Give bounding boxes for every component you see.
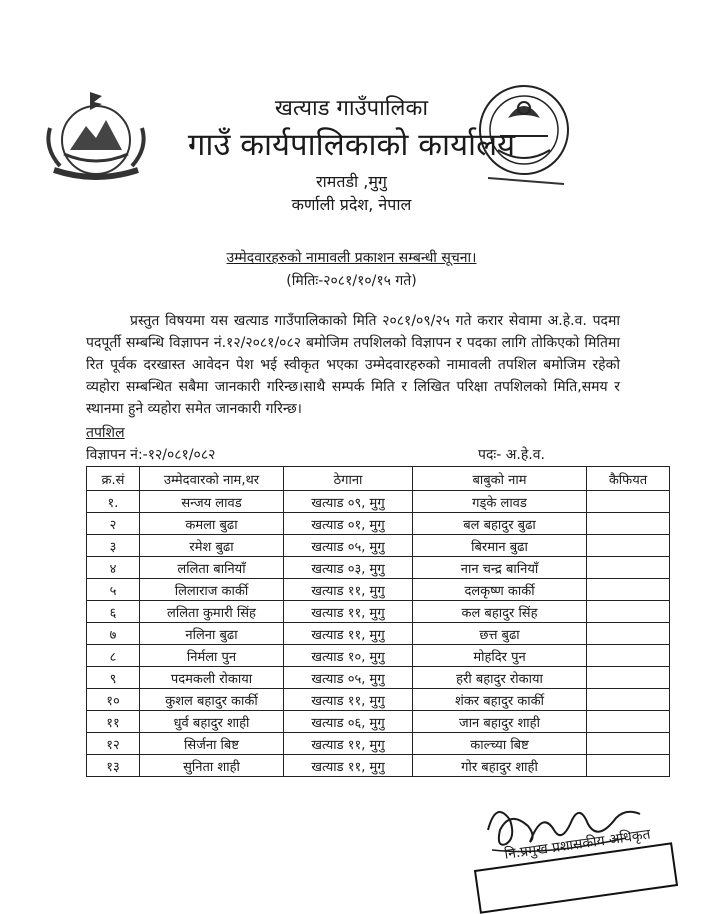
- cell-father: काल्च्या बिष्ट: [413, 733, 587, 755]
- cell-remarks: [587, 535, 670, 557]
- municipality-name: खत्याड गाउँपालिका: [274, 96, 429, 121]
- cell-remarks: [587, 623, 670, 645]
- cell-father: बल बहादुर बुढा: [413, 513, 587, 535]
- cell-father: गोर बहादुर शाही: [413, 755, 587, 777]
- cell-name: धुर्व बहादुर शाही: [140, 711, 284, 733]
- cell-address: खत्याड ११, मुगु: [284, 755, 413, 777]
- candidate-table: [86, 466, 670, 777]
- col-header-sn: क्र.सं: [87, 467, 140, 491]
- col-header-name: उम्मेदवारको नाम,थर: [140, 467, 284, 491]
- office-address: रामतडी ,मुगु: [316, 172, 387, 191]
- table-row: [87, 557, 670, 579]
- cell-remarks: [587, 733, 670, 755]
- col-header-father: बाबुको नाम: [413, 467, 587, 491]
- table-row: [87, 667, 670, 689]
- cell-name: रमेश बुढा: [140, 535, 284, 557]
- col-header-address: ठेगाना: [284, 467, 413, 491]
- cell-remarks: [587, 689, 670, 711]
- cell-father: नान चन्द्र बानियाँ: [413, 557, 587, 579]
- cell-father: कल बहादुर सिंह: [413, 601, 587, 623]
- cell-father: जान बहादुर शाही: [413, 711, 587, 733]
- cell-name: कमला बुढा: [140, 513, 284, 535]
- cell-name: ललिता कुमारी सिंह: [140, 601, 284, 623]
- cell-remarks: [587, 557, 670, 579]
- cell-sn: ५: [87, 579, 140, 601]
- cell-remarks: [587, 601, 670, 623]
- table-row: [87, 491, 670, 513]
- cell-address: खत्याड ०५, मुगु: [284, 667, 413, 689]
- cell-address: खत्याड ११, मुगु: [284, 601, 413, 623]
- cell-address: खत्याड ०५, मुगु: [284, 535, 413, 557]
- cell-father: मोहदिर पुन: [413, 645, 587, 667]
- cell-remarks: [587, 491, 670, 513]
- cell-sn: ९: [87, 667, 140, 689]
- signatory-designation: नि.प्रमुख प्रशासकीय अधिकृत: [503, 826, 652, 863]
- cell-name: कुशल बहादुर कार्की: [140, 689, 284, 711]
- notice-date: (मितिः-२०८१/१०/१५ गते): [286, 273, 417, 289]
- cell-sn: ६: [87, 601, 140, 623]
- table-row: [87, 645, 670, 667]
- cell-name: लिलाराज कार्की: [140, 579, 284, 601]
- post-name: पदः- अ.हे.व.: [478, 447, 545, 463]
- cell-remarks: [587, 579, 670, 601]
- cell-remarks: [587, 513, 670, 535]
- cell-name: नलिना बुढा: [140, 623, 284, 645]
- cell-address: खत्याड ०१, मुगु: [284, 513, 413, 535]
- cell-name: पदमकली रोकाया: [140, 667, 284, 689]
- table-header-row: [87, 467, 670, 491]
- cell-father: शंकर बहादुर कार्की: [413, 689, 587, 711]
- cell-sn: २: [87, 513, 140, 535]
- cell-name: ललिता बानियाँ: [140, 557, 284, 579]
- cell-remarks: [587, 667, 670, 689]
- notice-body: प्रस्तुत विषयमा यस खत्याड गाउँपालिकाको मिति २०८१/०९/२५ गते करार सेवामा अ.हे.व. पदमा पदपूर्ती सम्बन्धि विज्ञापन नं.१२/२०८१/०८२ बमोजिम तपशिलको विज्ञापन र पदका लागि तोकिएको मितिमा रित पूर्वक दरखास्त आवेदन पेश भई स्वीकृत भएका उम्मेदवारहरुको नामावली तपशिल बमोजिम रहेको व्यहोरा सम्बन्धित सबैमा जानकारी गरिन्छ।साथै सम्पर्क मिति र लिखित परिक्षा तपशिलको मिति,समय र स्थानमा हुने व्यहोरा समेत जानकारी गरिन्छ।: [86, 313, 620, 417]
- cell-sn: १२: [87, 733, 140, 755]
- table-row: [87, 755, 670, 777]
- cell-address: खत्याड ०३, मुगु: [284, 557, 413, 579]
- cell-father: बिरमान बुढा: [413, 535, 587, 557]
- cell-remarks: [587, 711, 670, 733]
- cell-sn: ४: [87, 557, 140, 579]
- province-name: कर्णाली प्रदेश, नेपाल: [291, 195, 412, 214]
- cell-sn: १.: [87, 491, 140, 513]
- cell-father: दलकृष्ण कार्की: [413, 579, 587, 601]
- cell-sn: १३: [87, 755, 140, 777]
- cell-sn: ११: [87, 711, 140, 733]
- cell-name: सुनिता शाही: [140, 755, 284, 777]
- cell-address: खत्याड ११, मुगु: [284, 689, 413, 711]
- cell-sn: ८: [87, 645, 140, 667]
- cell-address: खत्याड ०६, मुगु: [284, 711, 413, 733]
- table-row: [87, 601, 670, 623]
- cell-address: खत्याड ११, मुगु: [284, 733, 413, 755]
- cell-father: छत्त बुढा: [413, 623, 587, 645]
- notice-subject: उम्मेदवारहरुको नामावली प्रकाशन सम्बन्धी सूचना।: [226, 250, 477, 266]
- cell-remarks: [587, 645, 670, 667]
- cell-father: हरी बहादुर रोकाया: [413, 667, 587, 689]
- col-header-remarks: कैफियत: [587, 467, 670, 491]
- cell-sn: १०: [87, 689, 140, 711]
- cell-sn: ७: [87, 623, 140, 645]
- cell-father: गड्के लावड: [413, 491, 587, 513]
- cell-name: सिर्जना बिष्ट: [140, 733, 284, 755]
- cell-sn: ३: [87, 535, 140, 557]
- table-row: [87, 535, 670, 557]
- cell-address: खत्याड ०९, मुगु: [284, 491, 413, 513]
- table-row: [87, 579, 670, 601]
- cell-remarks: [587, 755, 670, 777]
- cell-address: खत्याड ११, मुगु: [284, 579, 413, 601]
- cell-name: निर्मला पुन: [140, 645, 284, 667]
- cell-name: सन्जय लावड: [140, 491, 284, 513]
- advertisement-number: विज्ञापन नं:-१२/०८१/०८२: [86, 447, 216, 463]
- table-row: [87, 711, 670, 733]
- table-row: [87, 689, 670, 711]
- table-row: [87, 623, 670, 645]
- cell-address: खत्याड ११, मुगु: [284, 623, 413, 645]
- table-row: [87, 513, 670, 535]
- cell-address: खत्याड १०, मुगु: [284, 645, 413, 667]
- office-name: गाउँ कार्यपालिकाको कार्यालय: [187, 127, 516, 163]
- table-row: [87, 733, 670, 755]
- tapsil-heading: तपशिल: [86, 425, 125, 441]
